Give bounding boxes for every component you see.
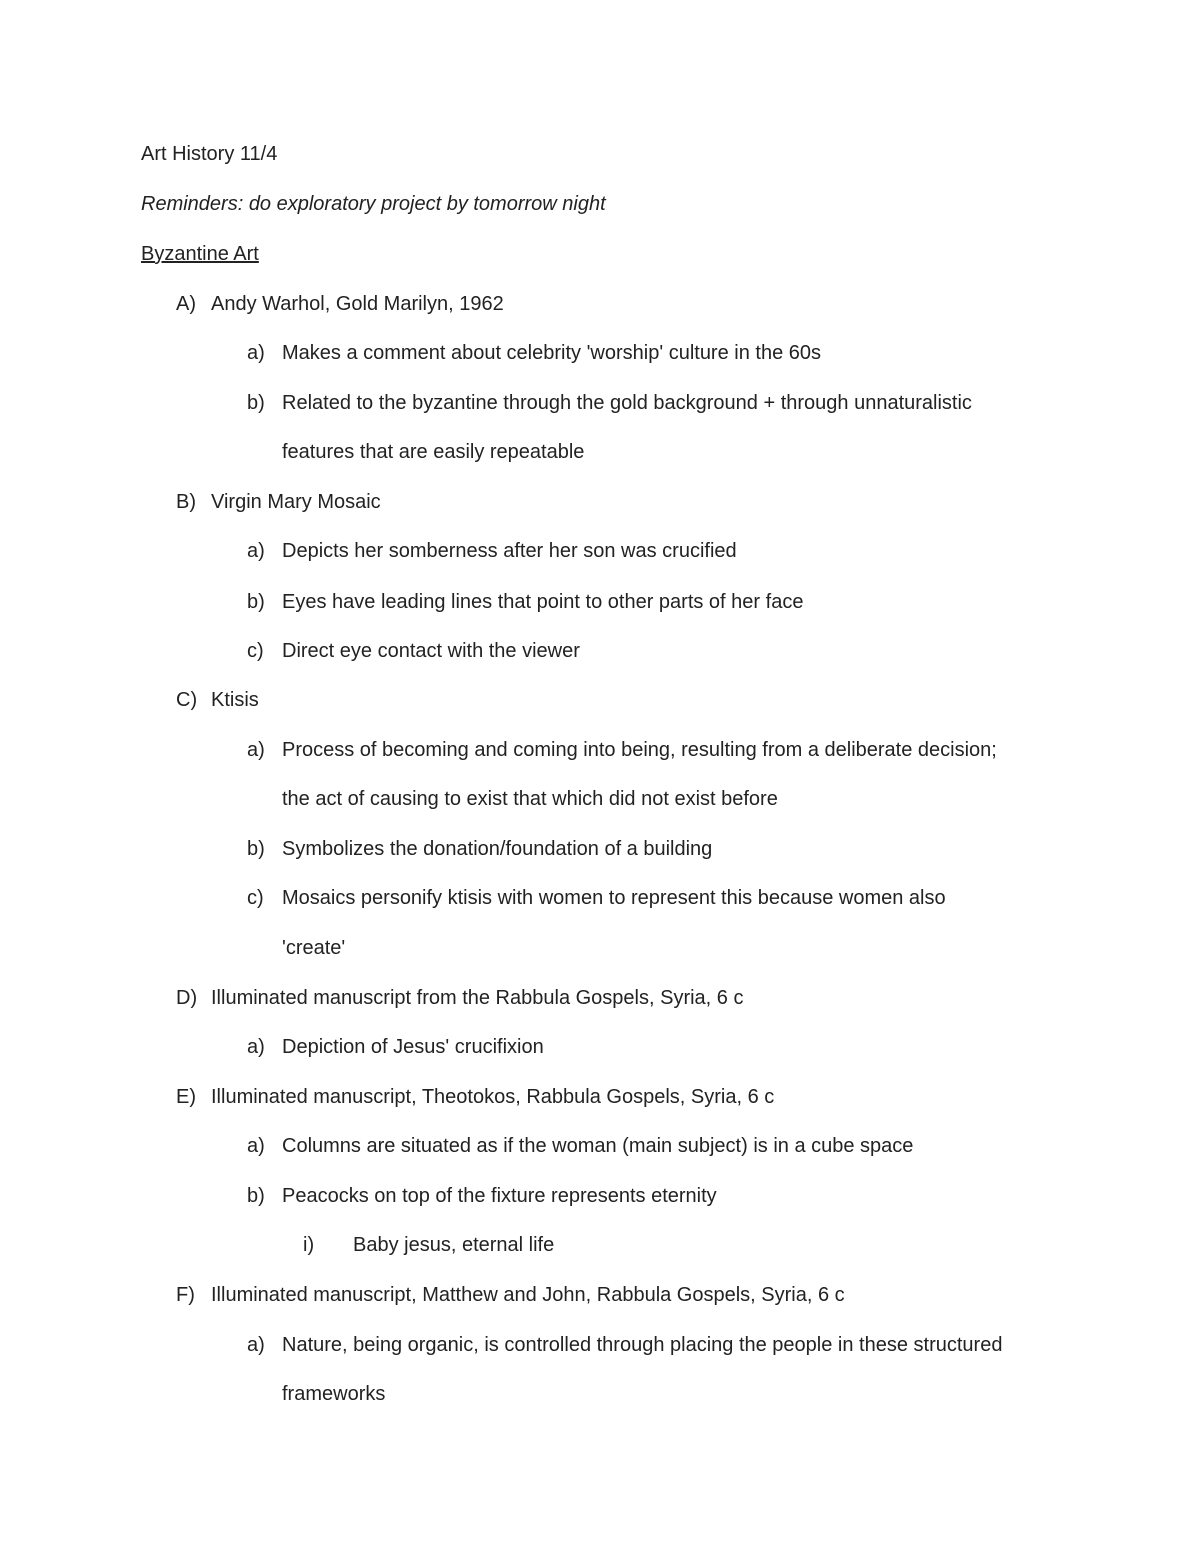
sublist-item-text: Process of becoming and coming into being, resulting from a deliberate decision; [282, 739, 997, 761]
sublist-item-text: Peacocks on top of the fixture represents eternity [282, 1185, 717, 1207]
sublist-item-text-continued: 'create' [282, 937, 346, 959]
list-marker: F) [176, 1284, 195, 1306]
list-item-text: Ktisis [211, 689, 259, 711]
sublist-marker: a) [247, 739, 265, 761]
sublist-marker: a) [247, 1135, 265, 1157]
list-item-text: Illuminated manuscript, Matthew and John, Rabbula Gospels, Syria, 6 c [211, 1284, 845, 1306]
sublist-marker: a) [247, 540, 265, 562]
list-item-text: Virgin Mary Mosaic [211, 491, 381, 513]
document-title: Art History 11/4 [141, 143, 278, 165]
sublist-marker: c) [247, 887, 264, 909]
sublist-marker: b) [247, 1185, 265, 1207]
sublist-item-text: Depicts her somberness after her son was crucified [282, 540, 737, 562]
sublist-item-text: Mosaics personify ktisis with women to represent this because women also [282, 887, 946, 909]
list-item-text: Illuminated manuscript, Theotokos, Rabbula Gospels, Syria, 6 c [211, 1086, 775, 1108]
sublist-item-text-continued: features that are easily repeatable [282, 441, 585, 463]
sublist-item-text: Eyes have leading lines that point to other parts of her face [282, 591, 804, 613]
list-marker: C) [176, 689, 198, 711]
list-marker: A) [176, 293, 196, 315]
sublist-item-text: Depiction of Jesus' crucifixion [282, 1036, 544, 1058]
sublist-item-text-continued: the act of causing to exist that which did not exist before [282, 788, 778, 810]
list-item-text: Illuminated manuscript from the Rabbula Gospels, Syria, 6 c [211, 987, 744, 1009]
sublist-item-text: Direct eye contact with the viewer [282, 640, 580, 662]
sublist-item-text: Nature, being organic, is controlled through placing the people in these structured [282, 1334, 1003, 1356]
sublist-marker: b) [247, 392, 265, 414]
sublist-marker: c) [247, 640, 264, 662]
nested-sublist-item-text: Baby jesus, eternal life [353, 1234, 555, 1256]
sublist-item-text: Columns are situated as if the woman (main subject) is in a cube space [282, 1135, 914, 1157]
sublist-marker: a) [247, 342, 265, 364]
list-marker: D) [176, 987, 198, 1009]
sublist-marker: a) [247, 1334, 265, 1356]
section-heading: Byzantine Art [141, 243, 259, 265]
sublist-item-text: Related to the byzantine through the gold background + through unnaturalistic [282, 392, 972, 414]
list-marker: B) [176, 491, 196, 513]
sublist-marker: b) [247, 838, 265, 860]
sublist-item-text: Symbolizes the donation/foundation of a building [282, 838, 713, 860]
list-item-text: Andy Warhol, Gold Marilyn, 1962 [211, 293, 504, 315]
sublist-marker: a) [247, 1036, 265, 1058]
sublist-item-text-continued: frameworks [282, 1383, 386, 1405]
nested-sublist-marker: i) [303, 1234, 315, 1256]
reminder-note: Reminders: do exploratory project by tomorrow night [141, 193, 606, 215]
list-marker: E) [176, 1086, 196, 1108]
sublist-item-text: Makes a comment about celebrity 'worship' culture in the 60s [282, 342, 822, 364]
sublist-marker: b) [247, 591, 265, 613]
